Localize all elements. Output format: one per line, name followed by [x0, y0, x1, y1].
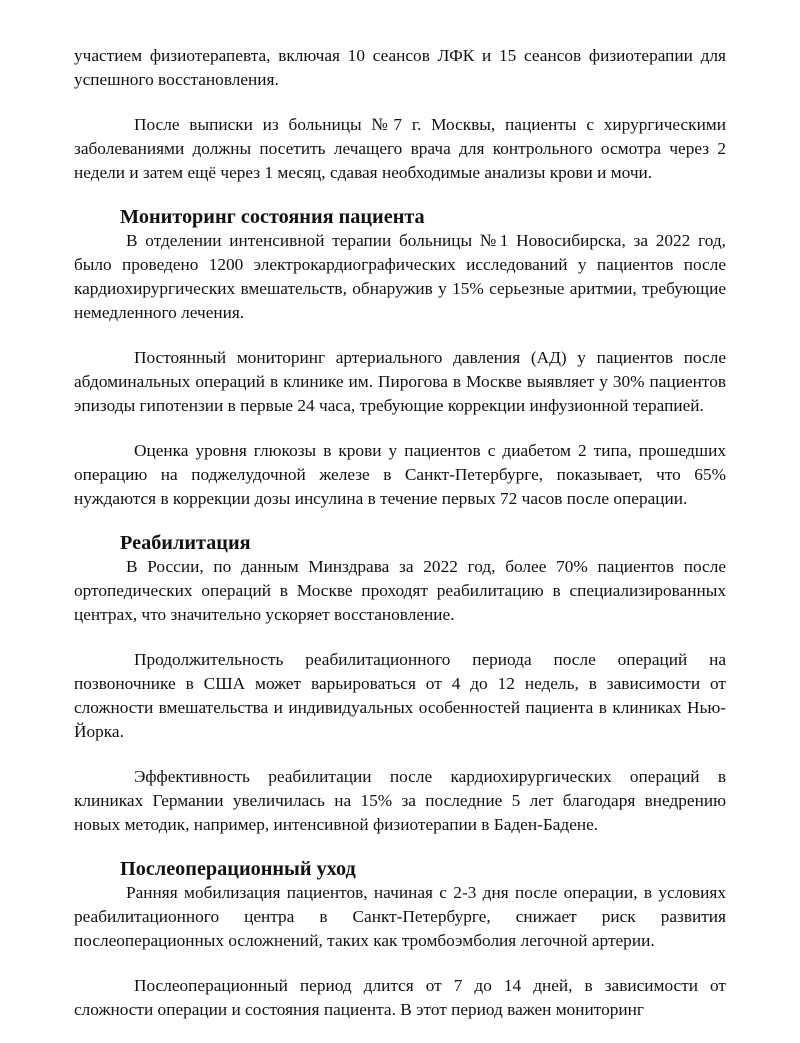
paragraph: Продолжительность реабилитационного периода после операций на позвоночнике в США может варьироваться от 4 до 12 недель, в зависимости от сложности вмешательства и индивидуальных особенностей пациента в клиниках Нью-Йорка. [74, 650, 726, 741]
paragraph: После выписки из больницы №7 г. Москвы, пациенты с хирургическими заболеваниями должны посетить лечащего врача для контрольного осмотра через 2 недели и затем ещё через 1 месяц, сдавая необходимые анализы крови и мочи. [74, 115, 726, 182]
section-heading: Мониторинг состояния пациента [120, 206, 425, 228]
paragraph: Послеоперационный период длится от 7 до 14 дней, в зависимости от сложности операции и состояния пациента. В этот период важен мониторинг [74, 976, 726, 1019]
section-heading: Послеоперационный уход [120, 858, 356, 880]
paragraph: Ранняя мобилизация пациентов, начиная с 2-3 дня после операции, в условиях реабилитационного центра в Санкт-Петербурге, снижает риск развития послеоперационных осложнений, таких как тромбоэмболия легочной артерии. [74, 883, 726, 950]
section-heading: Реабилитация [120, 532, 251, 554]
paragraph: В России, по данным Минздрава за 2022 год, более 70% пациентов после ортопедических операций в Москве проходят реабилитацию в специализированных центрах, что значительно ускоряет восстановление. [74, 557, 726, 624]
paragraph: Эффективность реабилитации после кардиохирургических операций в клиниках Германии увеличилась на 15% за последние 5 лет благодаря внедрению новых методик, например, интенсивной физиотерапии в Баден-Бадене. [74, 767, 726, 834]
paragraph: Постоянный мониторинг артериального давления (АД) у пациентов после абдоминальных операций в клинике им. Пирогова в Москве выявляет у 30% пациентов эпизоды гипотензии в первые 24 часа, требующие коррекции инфузионной терапией. [74, 348, 726, 415]
paragraph: Оценка уровня глюкозы в крови у пациентов с диабетом 2 типа, прошедших операцию на поджелудочной железе в Санкт-Петербурге, показывает, что 65% нуждаются в коррекции дозы инсулина в течение первых 72 часов после операции. [74, 441, 726, 508]
paragraph: В отделении интенсивной терапии больницы №1 Новосибирска, за 2022 год, было проведено 1200 электрокардиографических исследований у пациентов после кардиохирургических вмешательств, обнаружив у 15% серьезные аритмии, требующие немедленного лечения. [74, 231, 726, 322]
document-page [74, 44, 726, 1043]
paragraph: участием физиотерапевта, включая 10 сеансов ЛФК и 15 сеансов физиотерапии для успешного восстановления. [74, 46, 726, 89]
